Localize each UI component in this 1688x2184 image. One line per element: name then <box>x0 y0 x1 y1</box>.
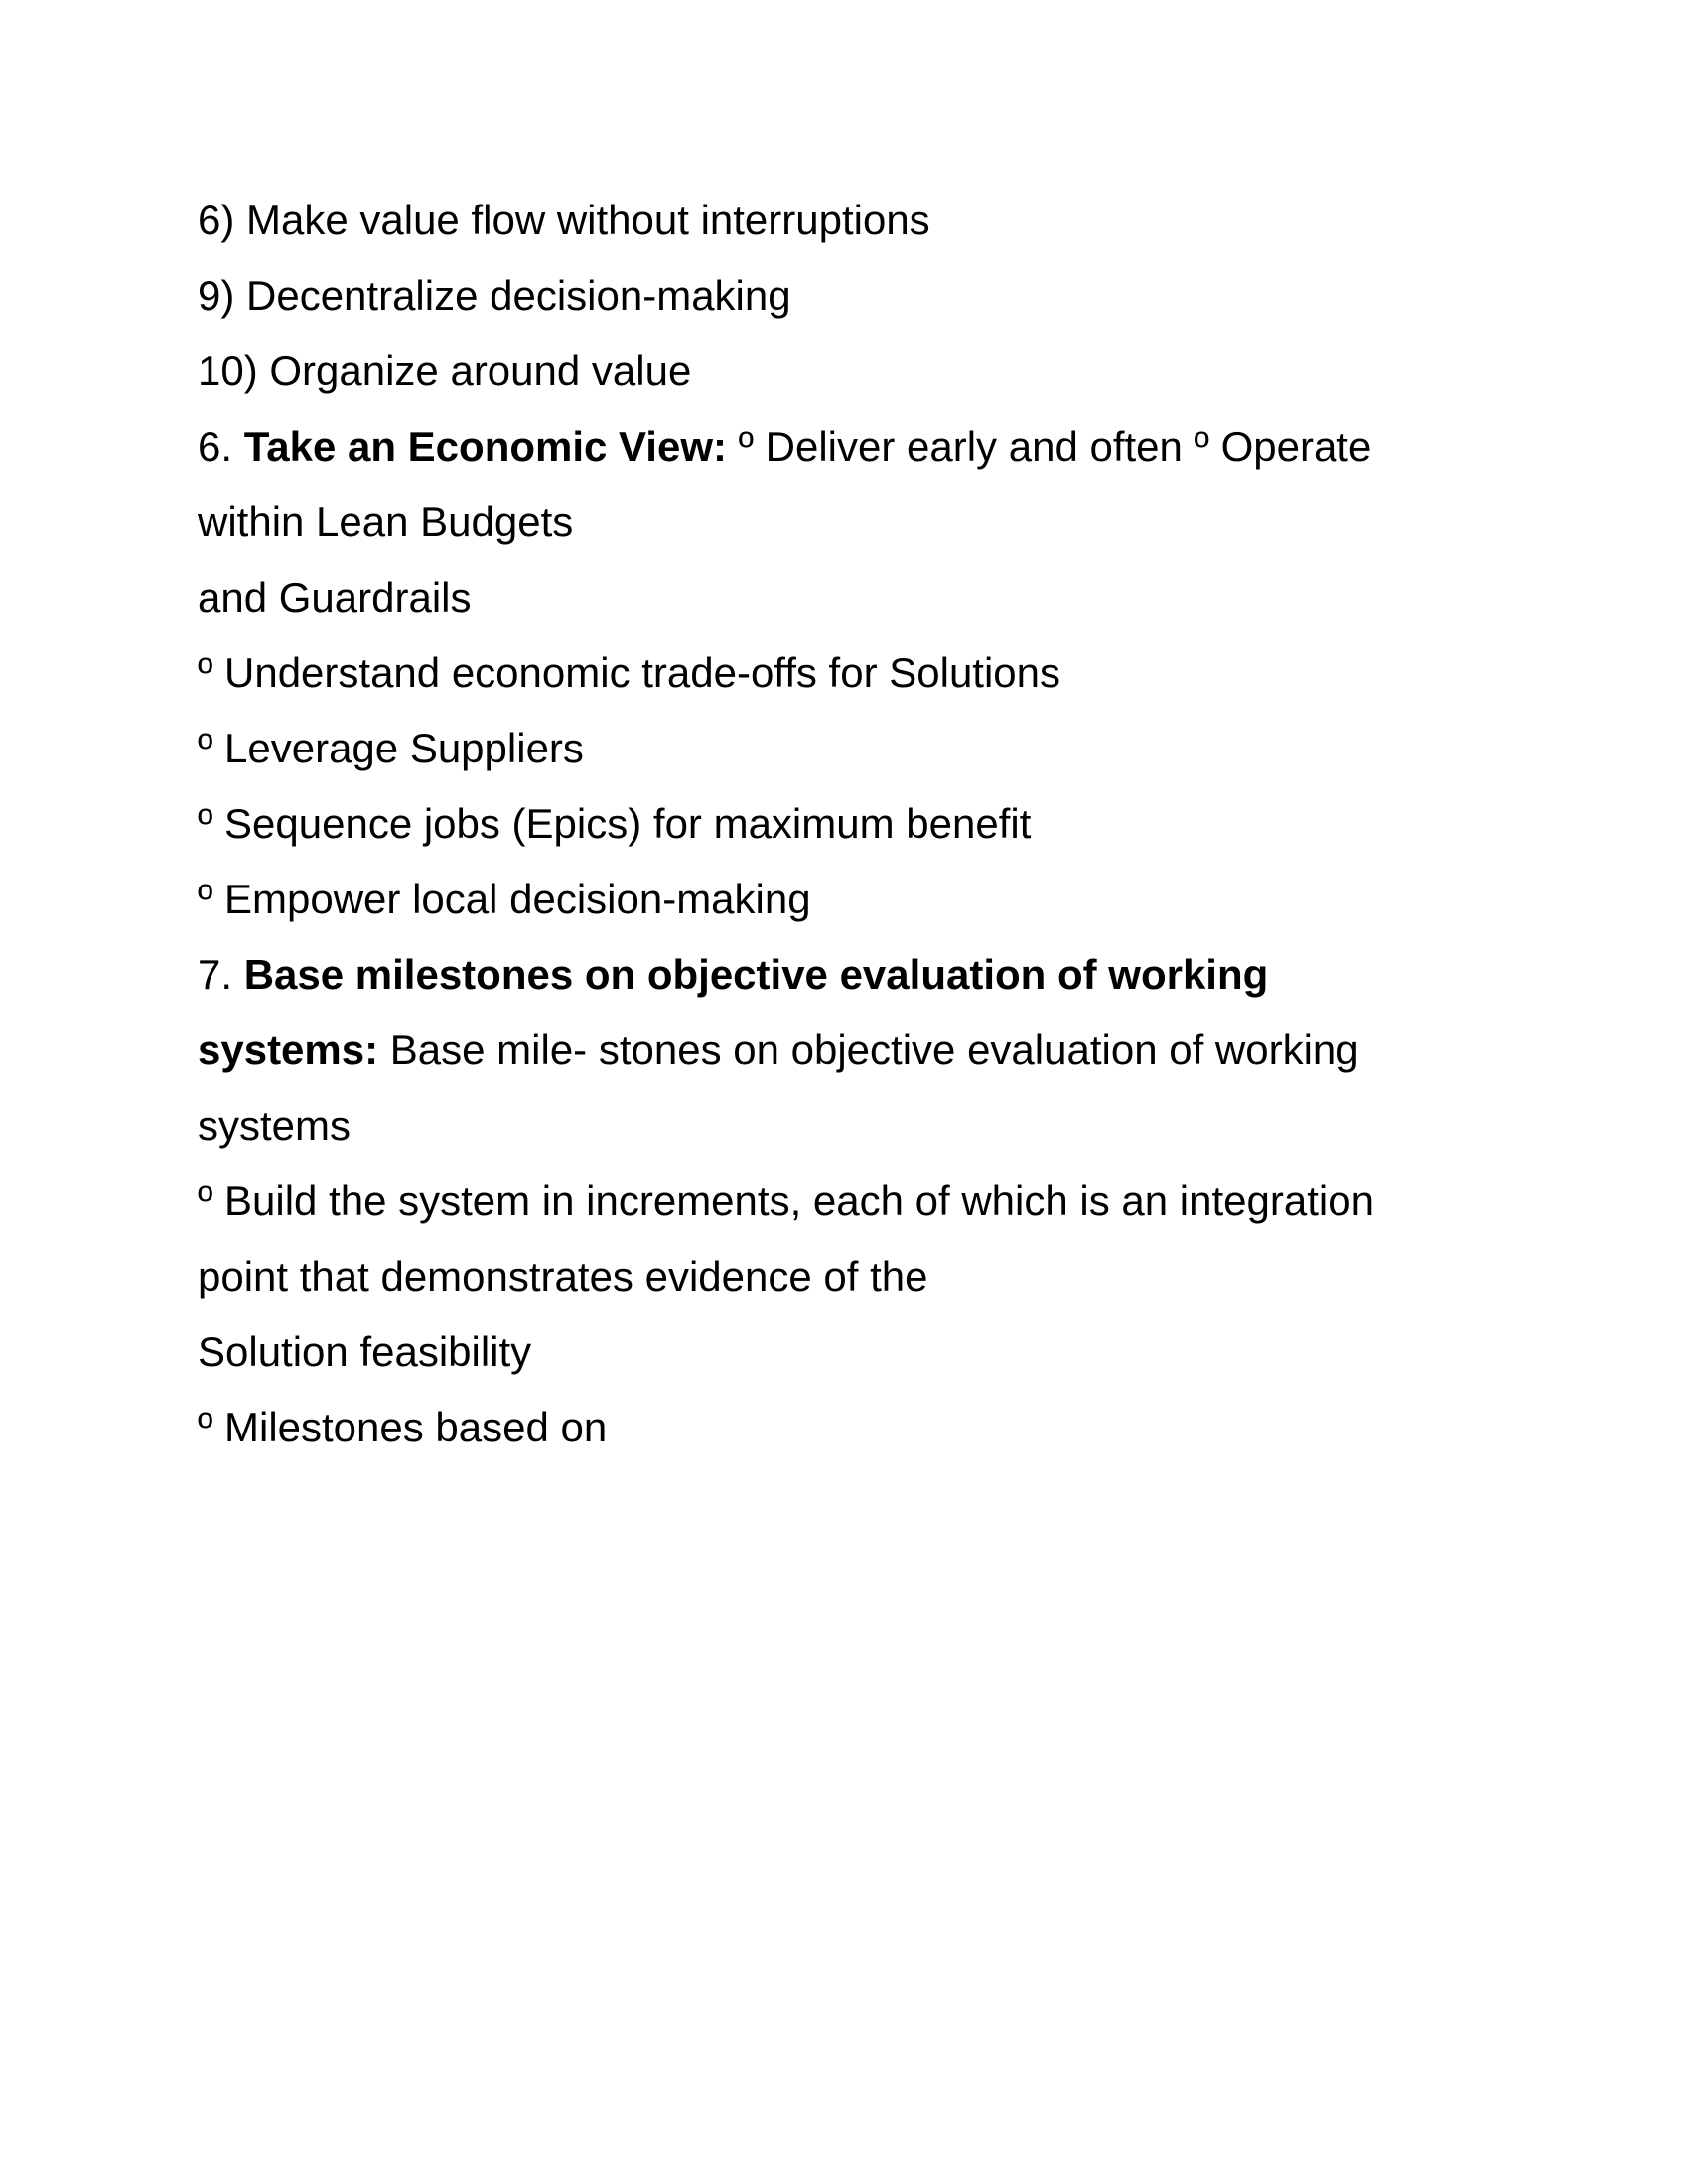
line-text: and Guardrails <box>198 574 472 620</box>
line-text: point that demonstrates evidence of the <box>198 1253 928 1299</box>
line-text: Base mile- stones on objective evaluation of working <box>378 1026 1359 1073</box>
line-text: º Build the system in increments, each of which is an integration <box>198 1177 1374 1224</box>
text-line <box>198 862 1508 937</box>
line-text: 7. <box>198 951 244 998</box>
line-text: 10) Organize around value <box>198 347 692 394</box>
text-line <box>198 409 1508 484</box>
text-line <box>198 1239 1508 1314</box>
line-text: 6. <box>198 423 244 470</box>
line-text: º Understand economic trade-offs for Solutions <box>198 649 1061 696</box>
document-page <box>198 183 1508 1465</box>
line-text: º Sequence jobs (Epics) for maximum benefit <box>198 800 1032 847</box>
line-text: º Milestones based on <box>198 1404 608 1450</box>
text-line <box>198 484 1508 560</box>
text-line <box>198 1088 1508 1163</box>
text-line <box>198 937 1508 1013</box>
text-line <box>198 786 1508 862</box>
text-line <box>198 1390 1508 1465</box>
text-line <box>198 711 1508 786</box>
text-line <box>198 560 1508 635</box>
line-text: 9) Decentralize decision-making <box>198 272 791 319</box>
text-line <box>198 334 1508 409</box>
bold-heading-text: Take an Economic View: <box>243 423 727 470</box>
line-text: º Leverage Suppliers <box>198 725 584 771</box>
text-line <box>198 183 1508 258</box>
line-text: º Deliver early and often º Operate <box>726 423 1372 470</box>
line-text: within Lean Budgets <box>198 498 574 545</box>
text-line <box>198 258 1508 334</box>
line-text: Solution feasibility <box>198 1328 532 1375</box>
bold-heading-text: systems: <box>198 1026 379 1073</box>
text-line <box>198 1314 1508 1390</box>
line-text: systems <box>198 1102 352 1149</box>
text-line <box>198 635 1508 711</box>
text-line <box>198 1163 1508 1239</box>
bold-heading-text: Base milestones on objective evaluation of working <box>243 951 1269 998</box>
text-line <box>198 1013 1508 1088</box>
line-text: 6) Make value flow without interruptions <box>198 197 930 243</box>
line-text: º Empower local decision-making <box>198 876 811 922</box>
